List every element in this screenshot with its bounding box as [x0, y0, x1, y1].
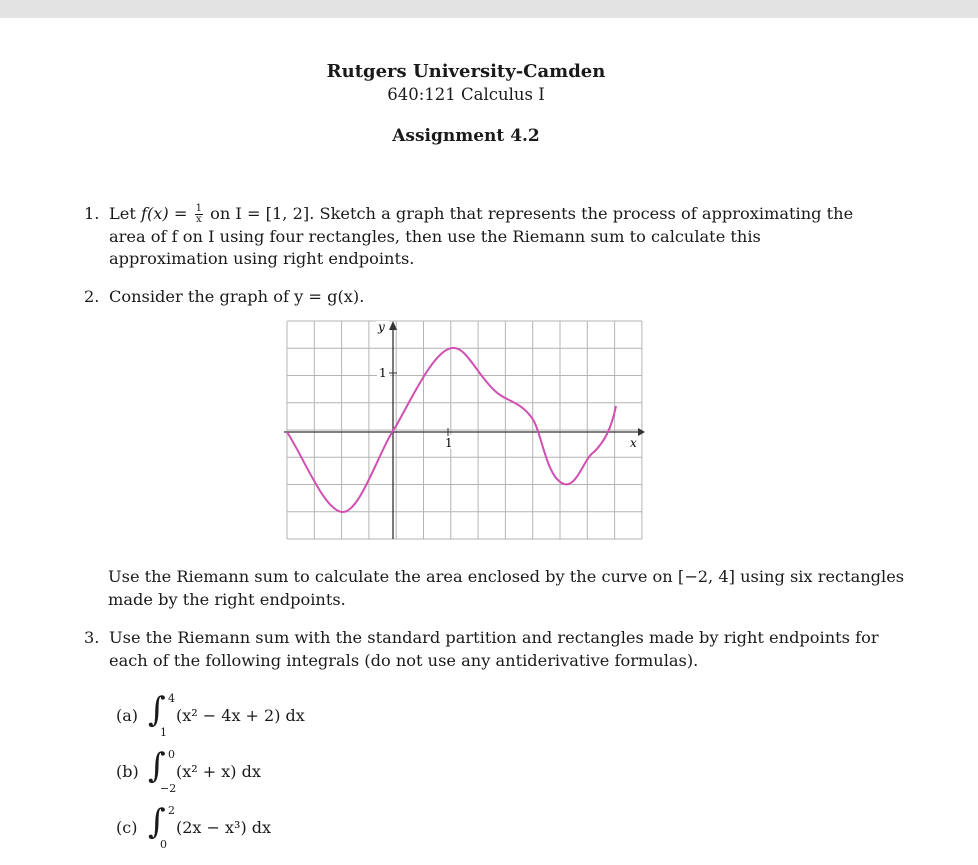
- problem-2-question: Use the Riemann sum to calculate the area enclosed by the curve on [−2, 4] using six rectangles made by the right endpoints.: [108, 567, 905, 609]
- problem-3: [84, 627, 884, 672]
- fraction-numerator: 1: [195, 203, 202, 214]
- integrand: (x² − 4x + 2) dx: [176, 706, 305, 725]
- integral-sign-icon: ∫: [148, 802, 166, 842]
- university-name: Rutgers University-Camden: [326, 61, 606, 82]
- lower-limit: 1: [160, 726, 167, 739]
- fraction-denominator: x: [195, 214, 202, 225]
- integrand: (x² + x) dx: [176, 762, 261, 781]
- upper-limit: 4: [168, 692, 175, 705]
- problem-1: [84, 203, 884, 271]
- part-label: (a): [116, 706, 139, 725]
- x-tick-label: 1: [445, 436, 453, 450]
- problem-number: 2.: [84, 287, 100, 306]
- problem-number: 1.: [84, 204, 100, 223]
- y-axis-label: y: [378, 320, 385, 334]
- lower-limit: −2: [160, 782, 177, 795]
- y-tick-label: 1: [379, 366, 387, 380]
- function-graph: [284, 318, 646, 542]
- problem-text: Consider the graph of y = g(x).: [109, 287, 365, 306]
- fraction: [195, 204, 203, 225]
- function-def: f(x) =: [140, 204, 193, 223]
- part-label: (c): [116, 818, 138, 837]
- part-label: (b): [116, 762, 139, 781]
- problem-text: Let: [109, 204, 141, 223]
- problem-text: Use the Riemann sum with the standard partition and rectangles made by right endpoints for each of the following integrals (do not use any antiderivative formulas).: [109, 628, 879, 670]
- assignment-title: Assignment 4.2: [392, 126, 540, 146]
- document-header: [0, 60, 932, 146]
- problem-number: 3.: [84, 628, 100, 647]
- integral-sign-icon: ∫: [148, 746, 166, 786]
- problem-2: [84, 286, 884, 309]
- course-title: 640:121 Calculus I: [387, 85, 545, 104]
- top-bar: [0, 0, 978, 18]
- lower-limit: 0: [160, 838, 167, 851]
- problem-text-cont: on I = [1, 2]. Sketch a graph that represents the process of approximating the area of f on I using four rectangles, then use the Riemann sum to calculate this approximation using right endpoints.: [109, 204, 854, 268]
- x-axis-label: x: [630, 436, 637, 450]
- upper-limit: 2: [168, 804, 175, 817]
- integral-sign-icon: ∫: [148, 690, 166, 730]
- upper-limit: 0: [168, 748, 175, 761]
- integrand: (2x − x³) dx: [176, 818, 272, 837]
